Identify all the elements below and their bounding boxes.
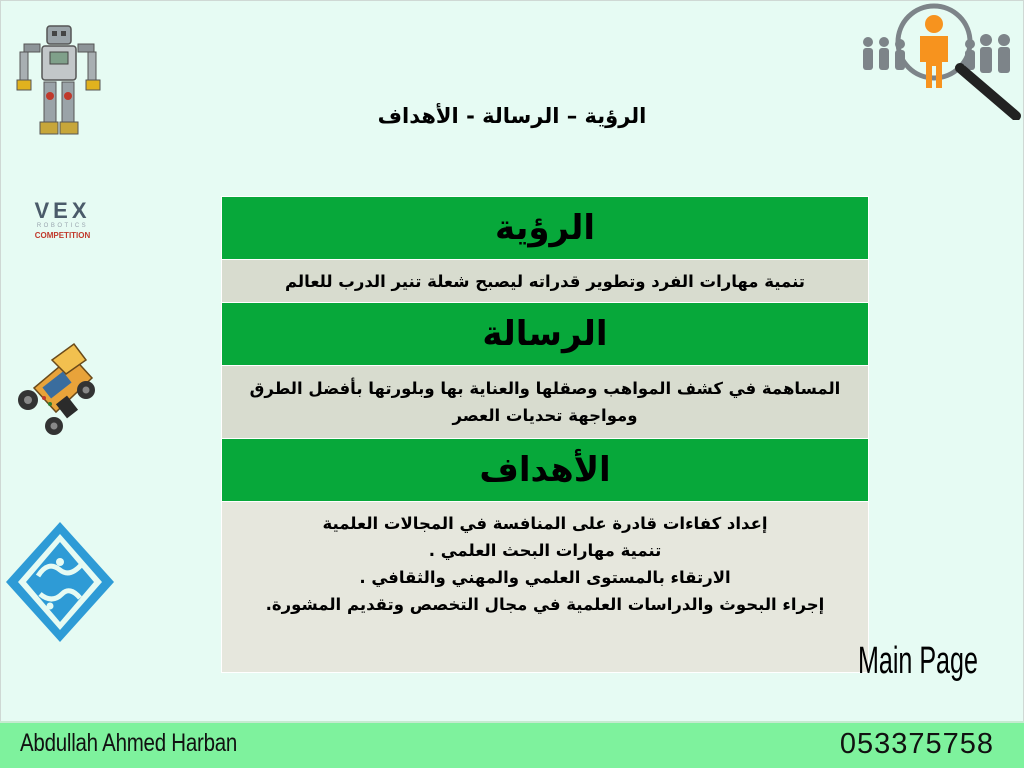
mission-line: ومواجهة تحديات العصر <box>452 406 638 425</box>
goals-heading: الأهداف <box>222 439 869 502</box>
main-page-link[interactable]: Main Page <box>858 640 978 682</box>
goal-item: تنمية مهارات البحث العلمي . <box>428 541 662 560</box>
goal-item: إعداد كفاءات قادرة على المنافسة في المجالات العلمية <box>322 514 768 533</box>
table-row <box>222 502 869 673</box>
people-search-icon <box>858 2 1022 120</box>
table-row <box>222 439 869 502</box>
footer-phone-number: 053375758 <box>839 728 994 760</box>
mawhiba-logo <box>2 518 118 646</box>
mission-line: المساهمة في كشف المواهب وصقلها والعناية بها وبلورتها بأفضل الطرق <box>249 379 841 398</box>
table-row <box>222 366 869 439</box>
vision-heading: الرؤية <box>222 197 869 260</box>
table-row <box>222 260 869 303</box>
vision-mission-goals-table <box>221 196 869 673</box>
mission-text <box>222 366 869 439</box>
goals-text <box>222 502 869 673</box>
table-row <box>222 197 869 260</box>
page-title: الرؤية – الرسالة - الأهداف <box>377 104 647 128</box>
vex-logo-competition: COMPETITION <box>34 231 91 240</box>
vex-logo-sub: ROBOTICS <box>36 223 89 229</box>
goal-item: إجراء البحوث والدراسات العلمية في مجال التخصص وتقديم المشورة. <box>265 595 825 614</box>
vision-text: تنمية مهارات الفرد وتطوير قدراته ليصبح شعلة تنير الدرب للعالم <box>222 260 869 303</box>
vex-logo-text: VEX <box>34 198 91 223</box>
footer-author-name: Abdullah Ahmed Harban <box>20 729 238 757</box>
table-row <box>222 303 869 366</box>
vex-logo <box>20 200 105 250</box>
robot-car-icon <box>14 338 98 444</box>
footer-bar <box>0 721 1024 768</box>
mission-heading: الرسالة <box>222 303 869 366</box>
goal-item: الارتقاء بالمستوى العلمي والمهني والثقافي . <box>359 568 731 587</box>
